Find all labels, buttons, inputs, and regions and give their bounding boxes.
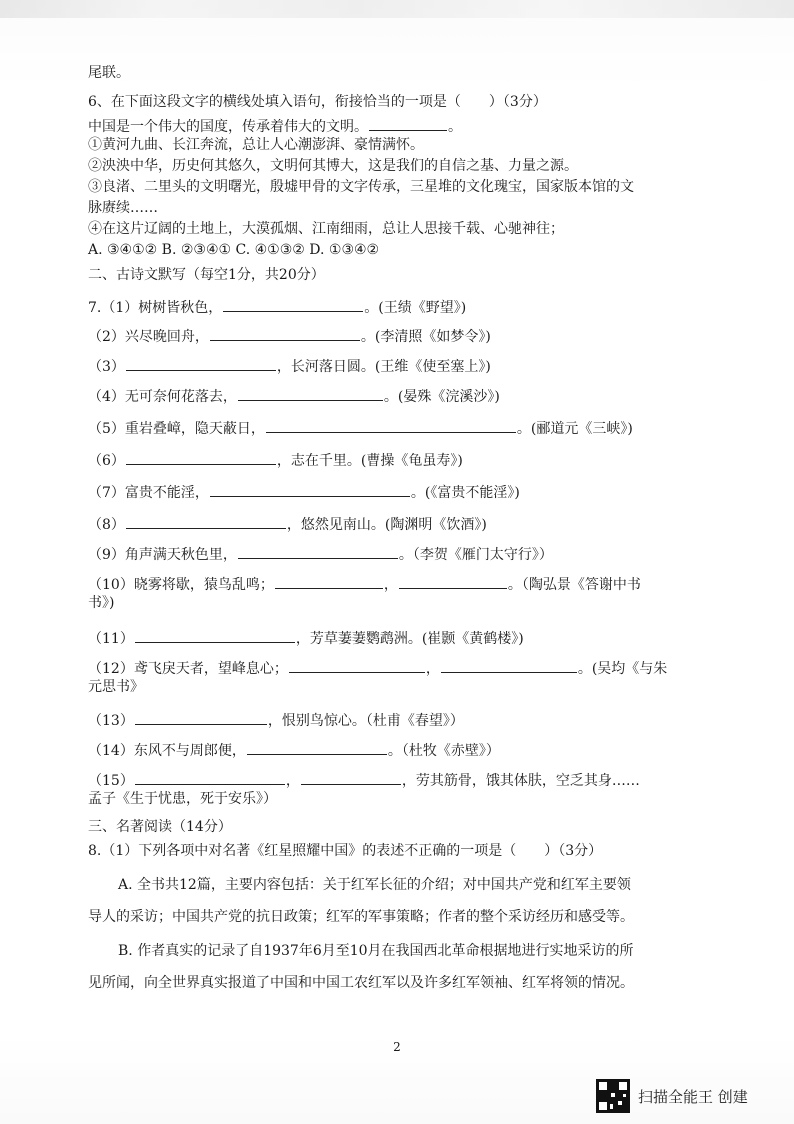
- recite-source: 。（陶弘景《答谢中书: [507, 577, 641, 593]
- recite-13: [88, 710, 464, 728]
- answer-blank: [399, 574, 507, 589]
- recite-comma: ，: [425, 661, 440, 677]
- question-6: 6、在下面这段文字的横线处填入语句，衔接恰当的一项是（ ）（3分）: [88, 94, 547, 110]
- recite-5: [88, 418, 633, 436]
- recite-10-cont: 书》): [88, 595, 115, 611]
- option-3-cont: 脉赓续……: [88, 200, 158, 216]
- recite-3: [88, 356, 491, 374]
- answer-a-cont: 导人的采访；中国共产党的抗日政策；红军的军事策略；作者的整个采访经历和感受等。: [88, 909, 634, 925]
- recite-prompt: （3）: [88, 359, 125, 375]
- recite-source: 。（杜牧《赤壁》）: [387, 743, 500, 759]
- recite-source: ，长河落日圆。(王维《使至塞上》): [276, 359, 491, 375]
- option-3: ③良渚、二里头的文明曙光，殷墟甲骨的文字传承，三星堆的文化瑰宝，国家版本馆的文: [88, 179, 634, 195]
- recite-comma: ，: [285, 773, 300, 789]
- recite-1: [88, 297, 466, 315]
- recite-source: 。(郦道元《三峡》): [516, 421, 633, 437]
- recite-4: [88, 386, 500, 404]
- recite-source: 。(晏殊《浣溪沙》): [383, 389, 500, 405]
- qr-code-icon: [596, 1079, 630, 1113]
- scanner-watermark: [596, 1076, 776, 1116]
- recite-prompt: （5）重岩叠嶂，隐天蔽日，: [88, 421, 265, 437]
- recite-source: ，悠然见南山。(陶渊明《饮酒》): [286, 517, 487, 533]
- recite-15: [88, 770, 640, 788]
- recite-prompt: （8）: [88, 517, 125, 533]
- recite-prompt: （10）晓雾将歇，猿鸟乱鸣；: [88, 577, 274, 593]
- answer-blank: [369, 116, 447, 131]
- answer-blank: [135, 710, 267, 725]
- scan-edge: [0, 0, 794, 18]
- recite-15-cont: 孟子《生于忧患，死于安乐》）: [88, 791, 277, 807]
- recite-source: ，志在千里。(曹操《龟虽寿》): [276, 453, 463, 469]
- recite-prompt: （13）: [88, 713, 134, 729]
- recite-source: ，芳草萋萋鹦鹉洲。(崔颢《黄鹤楼》): [295, 631, 524, 647]
- answer-blank: [441, 658, 577, 673]
- recite-source: 。(《富贵不能淫》): [410, 485, 520, 501]
- answer-blank: [126, 450, 276, 465]
- answer-blank: [210, 482, 410, 497]
- answer-blank: [238, 386, 383, 401]
- recite-11: [88, 628, 524, 646]
- option-2: ②泱泱中华，历史何其悠久，文明何其博大，这是我们的自信之基、力量之源。: [88, 158, 578, 174]
- answer-blank: [238, 544, 398, 559]
- recite-source: 。（李贺《雁门太守行》）: [398, 547, 553, 563]
- answer-b: B. 作者真实的记录了自1937年6月至10月在我国西北革命根据地进行实地采访的所: [118, 943, 634, 959]
- recite-prompt: （14）东风不与周郎便，: [88, 743, 246, 759]
- answer-blank: [210, 326, 360, 341]
- option-4: ④在这片辽阔的土地上，大漠孤烟、江南细雨，总让人思接千载、心驰神往；: [88, 221, 564, 237]
- recite-source: 。(王绩《野望》): [364, 300, 467, 316]
- question-6-stem: [88, 116, 462, 134]
- recite-prompt: （15）: [88, 773, 134, 789]
- section-heading-2: 二、古诗文默写（每空1分，共20分）: [88, 267, 325, 283]
- watermark-text: 扫描全能王 创建: [638, 1087, 748, 1106]
- recite-7: [88, 482, 520, 500]
- section-heading-3: 三、名著阅读（14分）: [88, 819, 232, 835]
- recite-prompt: （9）角声满天秋色里，: [88, 547, 237, 563]
- recite-comma: ，: [383, 577, 398, 593]
- question-8: 8.（1）下列各项中对名著《红星照耀中国》的表述不正确的一项是（ ）（3分）: [88, 843, 603, 859]
- recite-12: [88, 658, 667, 676]
- recite-14: [88, 740, 500, 758]
- recite-6: [88, 450, 463, 468]
- page-number: 2: [393, 1040, 401, 1054]
- recite-prompt: （2）兴尽晚回舟，: [88, 329, 209, 345]
- recite-source: ，恨别鸟惊心。（杜甫《春望》）: [267, 713, 464, 729]
- answer-blank: [266, 418, 516, 433]
- answer-blank: [289, 658, 425, 673]
- recite-source: 。(李清照《如梦令》): [360, 329, 491, 345]
- recite-prompt: （7）富贵不能淫，: [88, 485, 209, 501]
- answer-blank: [223, 297, 363, 312]
- answer-blank: [301, 770, 401, 785]
- answer-blank: [126, 514, 286, 529]
- answer-blank: [126, 356, 276, 371]
- option-1: ①黄河九曲、长江奔流，总让人心潮澎湃、豪情满怀。: [88, 137, 424, 153]
- recite-prompt: （12）鸢飞戾天者，望峰息心；: [88, 661, 288, 677]
- recite-12-cont: 元思书》: [88, 679, 144, 695]
- answer-a: A. 全书共12篇，主要内容包括：关于红军长征的介绍；对中国共产党和红军主要领: [118, 877, 631, 893]
- text-line: 尾联。: [88, 65, 130, 81]
- stem-end: 。: [448, 119, 462, 135]
- recite-source: 。(吴均《与朱: [577, 661, 668, 677]
- recite-prompt: 7.（1）树树皆秋色，: [88, 300, 223, 316]
- recite-10: [88, 574, 641, 592]
- recite-prompt: （6）: [88, 453, 125, 469]
- answer-blank: [247, 740, 387, 755]
- recite-2: [88, 326, 491, 344]
- recite-9: [88, 544, 553, 562]
- answer-b-cont: 见所闻，向全世界真实报道了中国和中国工农红军以及许多红军领袖、红军将领的情况。: [88, 975, 634, 991]
- recite-source: ，劳其筋骨，饿其体肤，空乏其身……: [401, 773, 640, 789]
- recite-prompt: （4）无可奈何花落去，: [88, 389, 237, 405]
- choices: A. ③④①② B. ②③④① C. ④①③② D. ①③④②: [88, 242, 380, 258]
- answer-blank: [275, 574, 383, 589]
- stem-text: 中国是一个伟大的国度，传承着伟大的文明。: [88, 119, 368, 135]
- answer-blank: [135, 770, 285, 785]
- recite-8: [88, 514, 487, 532]
- answer-blank: [135, 628, 295, 643]
- recite-prompt: （11）: [88, 631, 134, 647]
